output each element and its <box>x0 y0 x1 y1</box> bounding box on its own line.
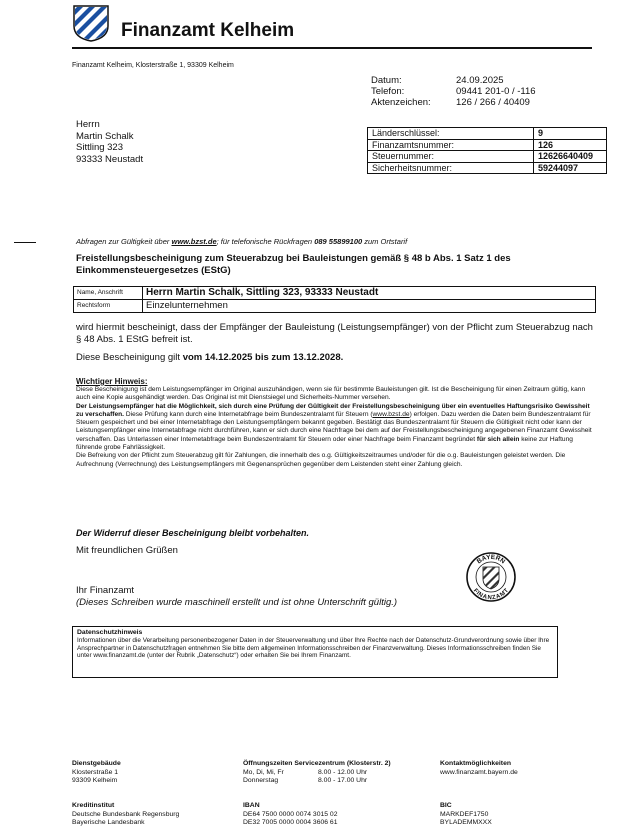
meta-label: Telefon: <box>371 86 405 97</box>
id-value: 12626640409 <box>534 151 607 163</box>
fold-mark <box>14 242 36 243</box>
footer-heading: Öffnungszeiten Servicezentrum (Klosterstr. 2) <box>243 760 391 767</box>
header-rule <box>72 47 592 49</box>
return-address: Finanzamt Kelheim, Klosterstraße 1, 93309 Kelheim <box>72 62 234 69</box>
meta-row-file-number <box>371 97 536 108</box>
id-label: Steuernummer: <box>368 151 534 163</box>
table-row <box>368 151 607 163</box>
footer-line: DE64 7500 0000 0074 3015 02 <box>243 810 338 818</box>
validity-prefix: Diese Bescheinigung gilt <box>76 352 181 363</box>
recipient-line: Martin Schalk <box>76 130 134 142</box>
validity-period: vom 14.12.2025 bis zum 13.12.2028. <box>182 352 344 363</box>
meta-row-phone <box>371 86 536 97</box>
footer-heading: BIC <box>440 802 452 809</box>
certificate-body: wird hiermit bescheinigt, dass der Empfänger der Bauleistung (Leistungsempfänger) von der Pflicht zum Steuerabzug nach § 48 Abs. 1 EStG befreit ist. <box>76 322 593 345</box>
official-seal <box>465 551 517 603</box>
recipient-address <box>76 119 143 165</box>
footer-line: BYLADEMMXXX <box>440 819 492 826</box>
meta-row-date <box>371 75 536 86</box>
table-row <box>74 300 596 313</box>
table-row <box>368 162 607 174</box>
legal-form-value: Einzelunternehmen <box>143 300 596 313</box>
notice-paragraph: Die Befreiung von der Pflicht zum Steuerabzug gilt für Zahlungen, die innerhalb des o.g. Gültigkeitszeitraumes und/oder für die o.g. Bauleistungen geleistet werden. Die Aufrechnung (Verrechnung) des Leistungsempfängers mit Gegenansprüchen gegenüber dem Leistenden steht einer Zahlung gleich. <box>76 452 566 468</box>
id-label: Länderschlüssel: <box>368 128 534 140</box>
hours-days: Mo, Di, Mi, Fr <box>243 768 284 776</box>
notice-bold: für sich allein <box>476 435 520 443</box>
footer-heading: Kontaktmöglichkeiten <box>440 760 511 767</box>
meta-label: Aktenzeichen: <box>371 97 431 108</box>
recipient-line: Herrn <box>76 119 100 130</box>
notice-text: Diese Prüfung kann durch eine Internetabfrage beim Bundeszentralamt für Steuern ( <box>125 410 373 418</box>
certificate-heading: Freistellungsbescheinigung zum Steuerabzug bei Bauleistungen gemäß § 48 b Abs. 1 Satz 1 des Einkommensteuergesetzes (EStG) <box>76 253 511 276</box>
office-name: Finanzamt Kelheim <box>121 20 295 41</box>
revocation-note: Der Widerruf dieser Bescheinigung bleibt vorbehalten. <box>76 528 309 538</box>
table-row <box>368 139 607 151</box>
footer-line: 93309 Kelheim <box>72 777 118 784</box>
footer-opening-hours <box>243 760 391 786</box>
id-label: Sicherheitsnummer: <box>368 162 534 174</box>
bavarian-coat-of-arms-logo <box>72 4 110 42</box>
important-notice-title: Wichtiger Hinweis: <box>76 377 148 386</box>
verify-mid: ; für telefonische Rückfragen <box>216 237 313 246</box>
identifier-table <box>367 127 607 174</box>
notice-bold: Der Leistungsempfänger hat die Möglichkeit, sich durch eine Prüfung der Gültigkeit der Freistellungsbescheinigung über ein eventuelles Haftungsrisiko Gewissheit zu verschaffen. <box>76 402 590 418</box>
table-row <box>74 287 596 300</box>
privacy-title: Datenschutzhinweis <box>77 629 143 636</box>
seal-bottom-text: FINANZAMT <box>471 587 511 602</box>
footer-heading: Dienstgebäude <box>72 760 121 767</box>
verify-suffix: zum Ortstarif <box>364 237 408 246</box>
meta-value: 24.09.2025 <box>456 75 504 86</box>
machine-generated-note: (Dieses Schreiben wurde maschinell erstellt und ist ohne Unterschrift gültig.) <box>76 596 398 608</box>
signature-office: Ihr Finanzamt <box>76 585 135 596</box>
footer-line: MARKDEF1750 <box>440 810 489 818</box>
hours-days: Donnerstag <box>243 777 279 784</box>
meta-label: Datum: <box>371 75 402 86</box>
bzst-link[interactable]: www.bzst.de <box>171 237 217 246</box>
id-value: 59244097 <box>534 162 607 174</box>
id-label: Finanzamtsnummer: <box>368 139 534 151</box>
notice-text: keine zur Haftung führende grobe Fahrlässigkeit. <box>76 435 573 452</box>
verify-prefix: Abfragen zur Gültigkeit über <box>76 237 170 246</box>
verify-phone: 089 55899100 <box>314 237 363 246</box>
greeting: Mit freundlichen Grüßen <box>76 545 178 556</box>
footer-line: DE32 7005 0000 0004 3606 61 <box>243 819 338 826</box>
bzst-link-inline[interactable]: www.bzst.de <box>372 410 410 418</box>
hours-row <box>243 769 391 778</box>
id-value: 126 <box>534 139 607 151</box>
meta-value: 09441 201-0 / -116 <box>456 86 536 97</box>
notice-paragraph: Diese Bescheinigung ist dem Leistungsempfänger im Original auszuhändigen, wenn sie für bestimmte Bauleistungen gilt. Ist die Bescheinigung für einen Zeitraum gültig, kann auch eine Kopie ausgehändigt werden. Das Original ist mit Dienstsiegel und Sicherheits-Nummer versehen. <box>76 386 586 402</box>
letter-meta <box>371 75 536 108</box>
privacy-notice-box <box>72 626 558 678</box>
verification-info <box>76 237 407 246</box>
table-row <box>368 128 607 140</box>
footer-line: Klosterstraße 1 <box>72 768 119 776</box>
signature-block <box>76 585 397 608</box>
legal-form-label: Rechtsform <box>74 300 143 313</box>
footer-bank <box>72 802 179 828</box>
footer-website-link[interactable]: www.finanzamt.bayern.de <box>440 768 518 776</box>
notice-paragraph <box>76 403 598 453</box>
footer-bic <box>440 802 492 828</box>
meta-value: 126 / 266 / 40409 <box>456 97 530 108</box>
footer-heading: Kreditinstitut <box>72 802 115 809</box>
important-notice-text <box>76 386 598 469</box>
holder-name-value: Herrn Martin Schalk, Sittling 323, 93333 Neustadt <box>143 287 596 300</box>
recipient-line: 93333 Neustadt <box>76 153 144 165</box>
footer-line: Bayerische Landesbank <box>72 819 145 826</box>
footer-iban <box>243 802 338 828</box>
validity-statement <box>76 352 596 363</box>
privacy-text: Informationen über die Verarbeitung personenbezogener Daten in der Steuerverwaltung und über Ihre Rechte nach der Datenschutz-Grundverordnung sowie über Ihre Ansprechpartner in Datenschutzfragen entnehmen Sie bitte dem allgemeinen Informationsschreiben der Finanzverwaltung. Dieses Informationsschreiben finden Sie unter www.finanzamt.de (unter der Rubrik „Datenschutz“) oder erhalten Sie bei Ihrem Finanzamt. <box>77 636 550 660</box>
notice-text: ) erfolgen. Dazu werden die Daten beim Bundeszentralamt für Steuern gespeichert und bei einer Internetabfrage den Leistungsempfängern bekannt gegeben. Bestätigt das Bundeszentralamt für Steuern die Gültigkeit nicht oder kann der Leistungsempfänger eine Internetabfrage nicht durchführen, kann er sich durch eine Nachfrage bei dem auf der Freistellungsbescheinigung angegebenen Finanzamt Gewissheit verschaffen. Das Unterlassen einer Internetabfrage beim Bundeszentralamt für Steuern oder einer Nachfrage beim Finanzamt begründet <box>76 410 592 443</box>
footer-contact <box>440 760 518 777</box>
svg-text:FINANZAMT <box>472 588 510 602</box>
recipient-line: Sittling 323 <box>76 142 124 153</box>
hours-time: 8.00 - 12.00 Uhr <box>318 768 368 776</box>
hours-row <box>243 777 391 786</box>
footer-heading: IBAN <box>243 802 260 809</box>
holder-name-label: Name, Anschrift <box>74 287 143 300</box>
seal-top-text: BAYERN <box>475 553 507 566</box>
hours-time: 8.00 - 17.00 Uhr <box>318 777 368 784</box>
holder-table <box>73 286 596 313</box>
footer-line: Deutsche Bundesbank Regensburg <box>72 810 180 818</box>
id-value: 9 <box>534 128 607 140</box>
footer-building <box>72 760 121 786</box>
